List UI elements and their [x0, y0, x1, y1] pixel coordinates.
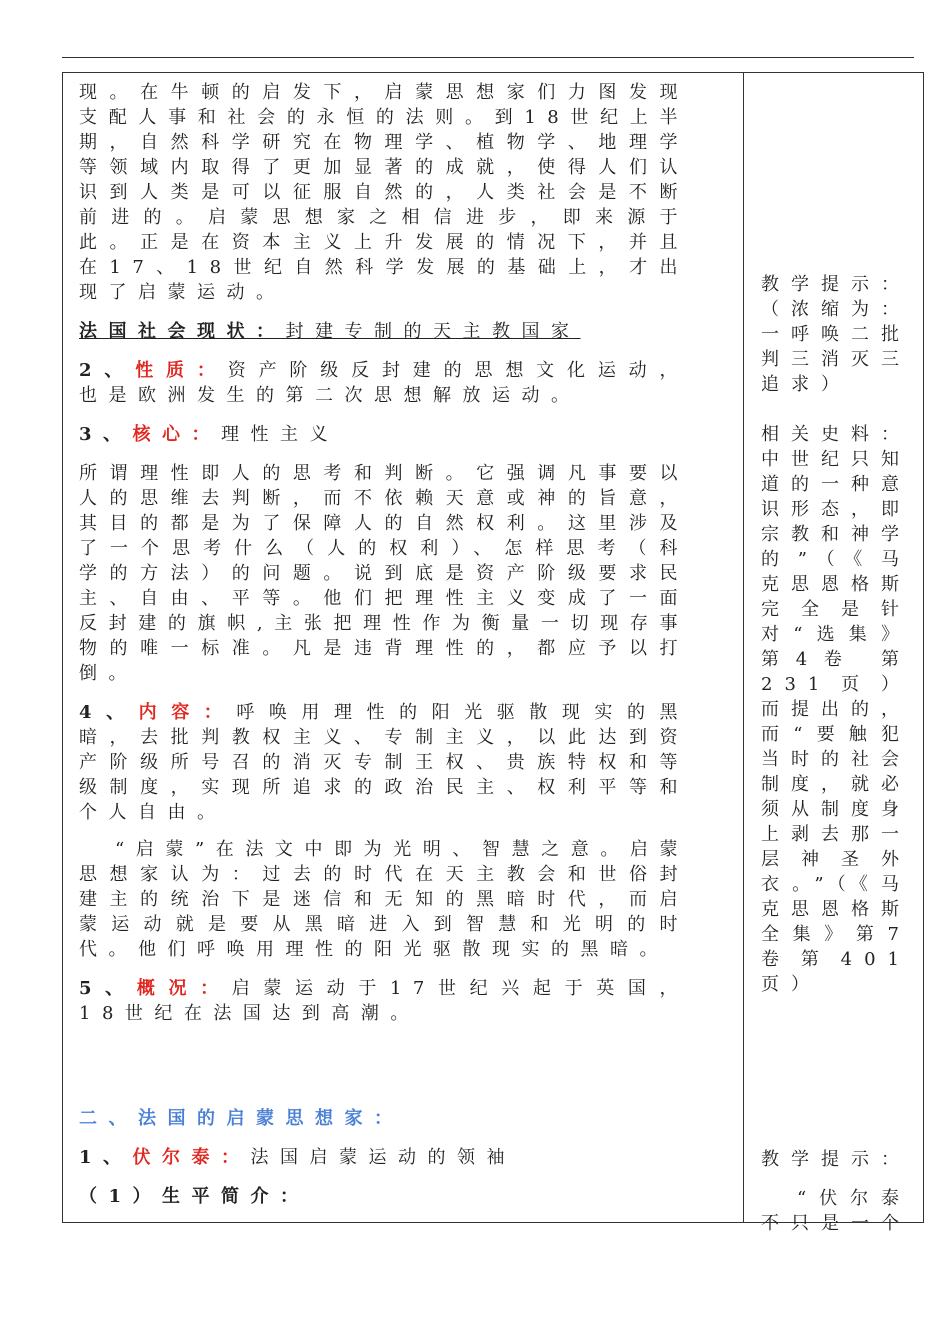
section-overview-number: 5、 [79, 978, 137, 999]
voltaire-label: 伏尔泰： [132, 1147, 251, 1168]
section-overview [79, 976, 689, 1026]
teaching-tip-1: 教学提示：（浓缩为：一呼唤二批判三消灭三追求） [761, 274, 911, 395]
column-divider [743, 72, 744, 1223]
section-nature [79, 358, 689, 408]
section-nature-text: 资产阶级反封建的思想文化运动，也是欧洲发生的第二次思想解放运动。 [79, 360, 690, 406]
section-content-label: 内容： [138, 702, 237, 723]
side-column [761, 80, 911, 1236]
intro-paragraph: 现。在牛顿的启发下，启蒙思想家们力图发现支配人事和社会的永恒的法则。到18世纪上半期，自然科学研究在物理学、植物学、地理学等领域内取得了更加显著的成就，使得人们认识到人类是可以征服自然的，人类社会是不断前进的。启蒙思想家之相信进步，即来源于此。正是在资本主义上升发展的情况下，并且在17、18世纪自然科学发展的基础上，才出现了启蒙运动。 [79, 82, 689, 303]
section-two-title: 二、法国的启蒙思想家： [79, 1108, 404, 1129]
voltaire-biography-heading: （1）生平简介： [79, 1186, 310, 1207]
historical-quote: 相关史料：中世纪只知道的一种意识形态，即宗教和神学的”（《马克思恩格斯完全是针对“选集》第4卷 第 231页）而提出的，而“要触犯当时的社会制度，就必须从制度身上剥去那一层神圣外衣。”（《马克思恩格斯全集》第7卷第401页） [761, 424, 911, 995]
section-content [79, 700, 689, 825]
section-nature-number: 2、 [79, 360, 136, 381]
section-overview-label: 概况： [136, 978, 232, 999]
header-rule [62, 57, 914, 58]
section-nature-label: 性质： [135, 360, 228, 381]
section-core-text: 理性主义 [221, 424, 340, 445]
voltaire-text: 法国启蒙运动的领袖 [250, 1147, 517, 1168]
rationalism-paragraph: 所谓理性即人的思考和判断。它强调凡事要以人的思维去判断，而不依赖天意或神的旨意，其目的都是为了保障人的自然权利。这里涉及了一个思考什么（人的权利）、怎样思考（科学的方法）的问题。说到底是资产阶级要求民主、自由、平等。他们把理性主义变成了一面反封建的旗帜,主张把理性作为衡量一切现存事物的唯一标准。凡是违背理性的，都应予以打倒。 [79, 463, 689, 684]
section-core [79, 422, 689, 447]
section-core-label: 核心： [132, 424, 222, 445]
france-status-text: 封建专制的天主教国家 [285, 321, 581, 342]
voltaire-number: 1、 [79, 1147, 133, 1168]
voltaire-heading [79, 1145, 689, 1170]
france-status-label: 法国社会现状： [79, 321, 286, 342]
section-content-number: 4、 [79, 702, 139, 723]
section-core-number: 3、 [79, 424, 133, 445]
main-column [79, 80, 689, 1209]
section-overview-text: 启蒙运动于17世纪兴起于英国，18世纪在法国达到高潮。 [79, 978, 690, 1024]
teaching-tip-2: 教学提示： [761, 1149, 911, 1170]
france-status [79, 319, 689, 344]
section-content-text: 呼唤用理性的阳光驱散现实的黑暗，去批判教权主义、专制主义，以此达到资产阶级所号召的消灭专制王权、贵族特权和等级制度，实现所追求的政治民主、权利平等和个人自由。 [79, 702, 690, 823]
voltaire-note: “伏尔泰不只是一个 [761, 1188, 911, 1234]
enlightenment-meaning-paragraph: “启蒙”在法文中即为光明、智慧之意。启蒙思想家认为：过去的时代在天主教会和世俗封建主的统治下是迷信和无知的黑暗时代，而启蒙运动就是要从黑暗进入到智慧和光明的时代。他们呼唤用理性的阳光驱散现实的黑暗。 [79, 839, 689, 960]
